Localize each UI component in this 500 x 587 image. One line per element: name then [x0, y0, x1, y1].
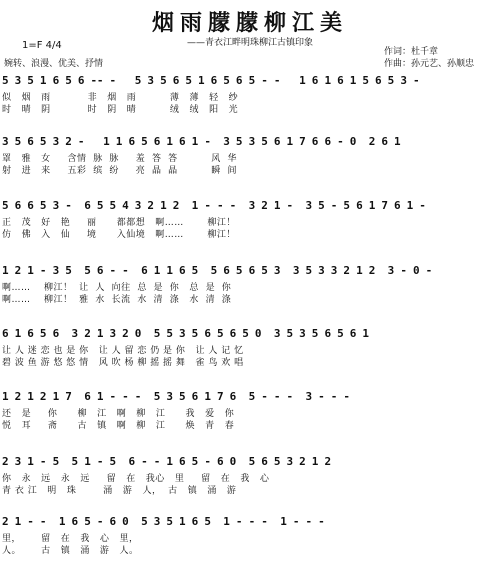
lyrics-verse-2: 仿 佛 入 仙 境 入仙境 啊…… 柳江！ — [2, 230, 236, 240]
lyrics-verse-1: 罩 雅 女 含情 脉 脉 羞 答 答 风 华 — [2, 154, 237, 164]
lyrics-verse-1: 你 永 远 永 远 留 在 我心 里 留 在 我 心 — [2, 474, 270, 484]
lyrics-verse-1: 正 茂 好 艳 丽 都都想 啊…… 柳江！ — [2, 218, 236, 228]
lyrics-verse-1: 让 人 迷 恋 也 是 你 让 人 留 恋 仍 是 你 让 人 记 忆 — [2, 346, 244, 356]
lyrics-verse-2: 碧 波 鱼 游 悠 悠 情 风 吹 杨 柳 摇 摇 舞 雀 鸟 欢 唱 — [2, 358, 244, 368]
notation-line: 5 3 5 1 6 5 6 -- - 5 3 5 6 5 1 6 5 6 5 - - 1 6 1 6 1 5 6 5 3 - — [2, 74, 420, 87]
notation-line: 1 2 1 - 3 5 5 6 - - 6 1 1 6 5 5 6 5 6 5 3 3 5 3 3 2 1 2 3 - 0 - — [2, 264, 432, 277]
lyrics-verse-1: 还 是 你 柳 江 啊 柳 江 我 爱 你 — [2, 409, 235, 419]
lyrics-verse-2: 时 晴 阴 时 阴 晴 绒 绒 阳 光 — [2, 105, 239, 115]
lyrics-verse-2: 啊…… 柳江！ 雅 水 长流 水 清 涤 水 清 涤 — [2, 295, 232, 305]
lyrics-verse-2: 悦 耳 斋 古 镇 啊 柳 江 焕 青 春 — [2, 421, 235, 431]
lyrics-verse-1: 里， 留 在 我 心 里， — [2, 534, 139, 544]
key-signature: 1=F 4/4 — [22, 40, 62, 51]
performance-style: 婉转、浪漫、优美、抒情 — [4, 59, 104, 69]
notation-line: 2 1 - - 1 6 5 - 6 0 5 3 5 1 6 5 1 - - - 1 - - - — [2, 515, 325, 528]
notation-line: 1 2 1 2 1 7 6 1 - - - 5 3 5 6 1 7 6 5 - - - 3 - - - — [2, 390, 350, 403]
lyrics-verse-1: 似 烟 雨 非 烟 雨 薄 薄 轻 纱 — [2, 93, 239, 103]
lyrics-verse-1: 啊…… 柳江！ 让 人 向往 总 是 你 总 是 你 — [2, 283, 232, 293]
lyrics-verse-2: 青 衣 江 明 珠 涌 游 人， 古 镇 涌 游 — [2, 486, 237, 496]
notation-line: 3 5 6 5 3 2 - 1 1 6 5 6 1 6 1 - 3 5 3 5 6 1 7 6 6 - 0 2 6 1 — [2, 135, 401, 148]
notation-line: 2 3 1 - 5 5 1 - 5 6 - - 1 6 5 - 6 0 5 6 5 3 2 1 2 — [2, 455, 331, 468]
notation-line: 6 1 6 5 6 3 2 1 3 2 0 5 5 3 5 6 5 6 5 0 3 5 3 5 6 5 6 1 — [2, 327, 369, 340]
song-subtitle: ——青衣江畔明珠柳江古镇印象 — [186, 38, 313, 48]
lyrics-verse-2: 人。 古 镇 涌 游 人。 — [2, 546, 139, 556]
lyrics-verse-2: 射 进 来 五彩 缤 纷 亮 晶 晶 瞬 间 — [2, 166, 237, 176]
notation-line: 5 6 6 5 3 - 6 5 5 4 3 2 1 2 1 - - - 3 2 1 - 3 5 - 5 6 1 7 6 1 - — [2, 199, 426, 212]
lyricist-credit: 作词：杜千章 — [384, 47, 439, 57]
song-title: 烟雨朦朦柳江美 — [151, 10, 348, 36]
composer-credit: 作曲：孙元艺、孙顺忠 — [384, 59, 475, 69]
